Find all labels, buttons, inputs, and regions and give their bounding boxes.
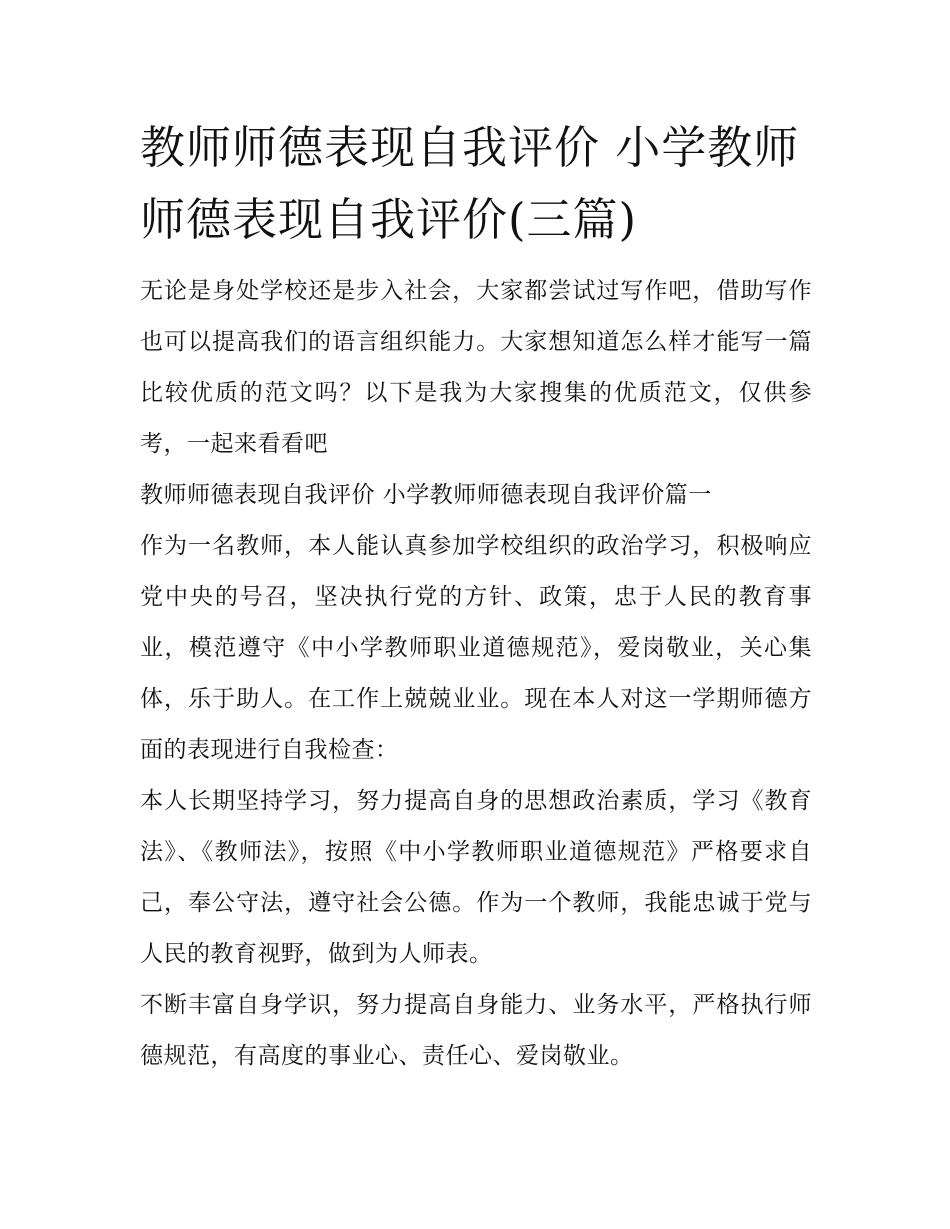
document-page (140, 112, 812, 1082)
body-paragraph-1: 作为一名教师，本人能认真参加学校组织的政治学习，积极响应党中央的号召，坚决执行党的方针、政策，忠于人民的教育事业，模范遵守《中小学教师职业道德规范》，爱岗敬业，关心集体，乐于助人。在工作上兢兢业业。现在本人对这一学期师德方面的表现进行自我检查： (140, 533, 812, 763)
body-paragraph-3: 不断丰富自身学识，努力提高自身能力、业务水平，严格执行师德规范，有高度的事业心、责任心、爱岗敬业。 (140, 992, 812, 1069)
body-paragraph-2: 本人长期坚持学习，努力提高自身的思想政治素质，学习《教育法》、《教师法》，按照《中小学教师职业道德规范》严格要求自己，奉公守法，遵守社会公德。作为一个教师，我能忠诚于党与人民的教育视野，做到为人师表。 (140, 788, 812, 967)
document-title: 教师师德表现自我评价 小学教师师德表现自我评价(三篇) (140, 121, 800, 246)
section-heading: 教师师德表现自我评价 小学教师师德表现自我评价篇一 (140, 482, 712, 508)
intro-paragraph: 无论是身处学校还是步入社会，大家都尝试过写作吧，借助写作也可以提高我们的语言组织能力。大家想知道怎么样才能写一篇比较优质的范文吗？以下是我为大家搜集的优质范文，仅供参考，一起来看看吧 (140, 278, 812, 457)
